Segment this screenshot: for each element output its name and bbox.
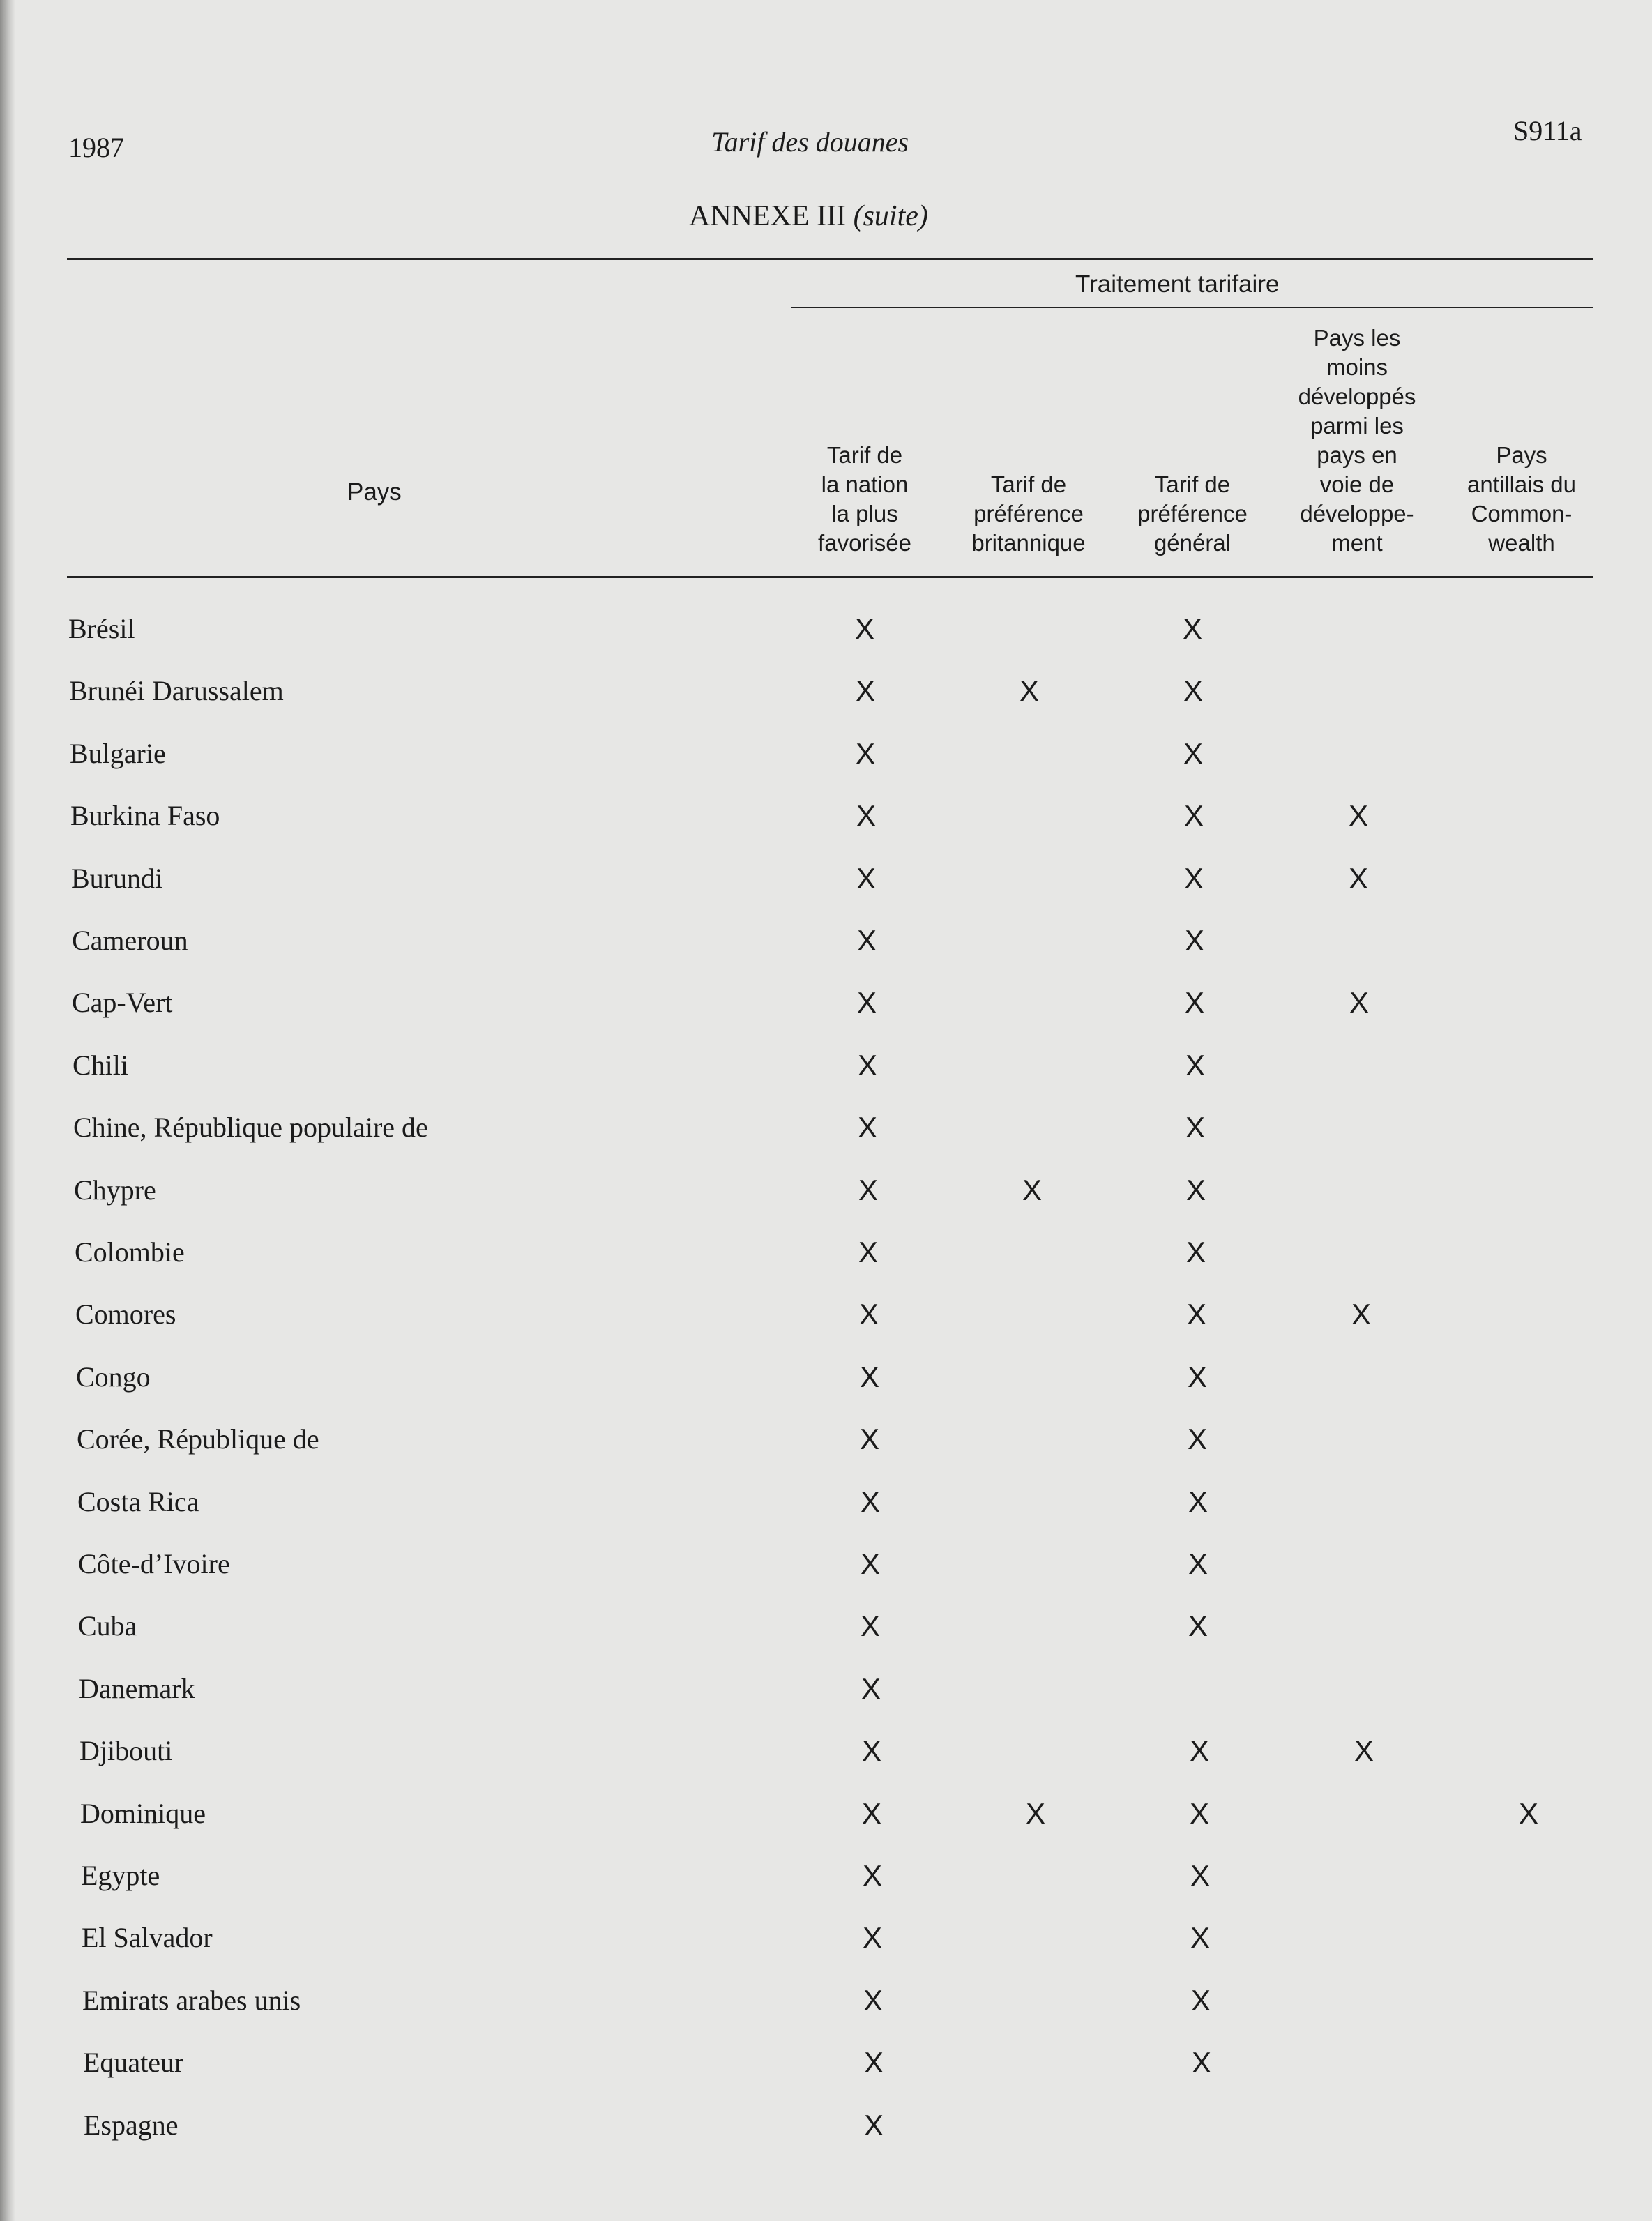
mark-tpg: X xyxy=(1184,924,1204,957)
table-row xyxy=(0,1609,1652,1651)
column-header-line: moins xyxy=(1326,354,1388,380)
column-header-pmd xyxy=(1273,324,1441,558)
mark-tnpf: X xyxy=(857,1111,877,1144)
table-row xyxy=(0,674,1652,716)
mark-tpg: X xyxy=(1189,1734,1209,1768)
mark-tnpf: X xyxy=(855,736,875,770)
table-row xyxy=(0,612,1652,654)
column-header-line: Tarif de xyxy=(1154,471,1231,497)
column-header-line: parmi les xyxy=(1310,413,1404,439)
table-row xyxy=(0,986,1652,1028)
mark-tnpf: X xyxy=(854,612,874,645)
annex-title-suffix: (suite) xyxy=(853,200,928,232)
country-name: Chine, République populaire de xyxy=(73,1112,428,1144)
country-name: Chypre xyxy=(74,1174,156,1206)
column-header-line: Tarif de xyxy=(826,442,903,468)
column-header-line: ment xyxy=(1331,530,1383,556)
mark-tpg: X xyxy=(1188,1547,1208,1580)
column-header-line: préférence xyxy=(1137,501,1248,526)
column-header-line: développe- xyxy=(1300,501,1414,526)
table-row xyxy=(0,1485,1652,1527)
mark-pmd: X xyxy=(1351,1298,1371,1331)
table-row xyxy=(0,1859,1652,1901)
mark-tpg: X xyxy=(1187,1360,1207,1393)
mark-tpg: X xyxy=(1184,986,1204,1019)
mark-tpg: X xyxy=(1185,1236,1206,1268)
table-row xyxy=(0,737,1652,779)
column-header-tpg xyxy=(1109,470,1276,558)
mark-tnpf: X xyxy=(856,986,877,1019)
mark-pmd: X xyxy=(1348,799,1368,833)
column-header-line: développés xyxy=(1298,384,1416,409)
column-header-line: favorisée xyxy=(818,530,911,556)
mark-tpg: X xyxy=(1187,1423,1207,1456)
mark-tnpf: X xyxy=(858,1173,878,1206)
header-year: 1987 xyxy=(68,132,124,163)
column-header-line: Pays les xyxy=(1313,325,1401,351)
mark-tnpf: X xyxy=(863,2046,884,2079)
column-header-line: wealth xyxy=(1488,530,1555,556)
column-header-line: la nation xyxy=(821,471,909,497)
table-row xyxy=(0,1547,1652,1589)
mark-tpg: X xyxy=(1190,1983,1211,2017)
column-header-tnpf xyxy=(781,441,948,558)
annex-title-main: ANNEXE III xyxy=(689,200,847,232)
table-row xyxy=(0,1236,1652,1278)
column-header-tpb xyxy=(945,470,1112,558)
mark-tpg: X xyxy=(1182,612,1202,645)
country-name: Dominique xyxy=(80,1797,206,1829)
column-header-line: Common- xyxy=(1471,501,1573,526)
country-name: Emirats arabes unis xyxy=(82,1984,301,2016)
column-header-line: la plus xyxy=(831,501,898,526)
mark-tpg: X xyxy=(1188,1485,1208,1518)
mark-tnpf: X xyxy=(859,1360,879,1393)
column-header-pac xyxy=(1438,441,1605,558)
table-row xyxy=(0,1049,1652,1091)
country-name: Costa Rica xyxy=(77,1485,199,1517)
table-row xyxy=(0,1984,1652,2026)
mark-tpg: X xyxy=(1188,1609,1208,1643)
table-row xyxy=(0,1672,1652,1714)
mark-tnpf: X xyxy=(860,1547,880,1580)
mark-tnpf: X xyxy=(855,674,875,708)
table-row xyxy=(0,1111,1652,1153)
group-header-traitement: Traitement tarifaire xyxy=(1075,271,1280,298)
mark-pmd: X xyxy=(1348,861,1368,895)
top-rule xyxy=(67,258,1593,260)
table-row xyxy=(0,2109,1652,2151)
country-name: Brésil xyxy=(68,613,135,644)
mark-tnpf: X xyxy=(862,1921,882,1955)
mark-pmd: X xyxy=(1349,986,1369,1019)
mark-tpg: X xyxy=(1185,1111,1205,1144)
mark-pac: X xyxy=(1518,1796,1538,1830)
table-row xyxy=(0,1734,1652,1776)
mark-tnpf: X xyxy=(860,1485,880,1518)
table-row xyxy=(0,1921,1652,1963)
mark-tpg: X xyxy=(1183,674,1203,708)
country-name: Danemark xyxy=(79,1672,195,1704)
column-header-line: Tarif de xyxy=(990,471,1067,497)
mark-tnpf: X xyxy=(858,1236,878,1268)
mark-tpg: X xyxy=(1190,1921,1210,1955)
country-name: Colombie xyxy=(75,1236,185,1268)
mark-tpg: X xyxy=(1186,1298,1206,1331)
mark-tpg: X xyxy=(1191,2046,1211,2079)
mark-tnpf: X xyxy=(856,799,876,833)
table-row xyxy=(0,1360,1652,1402)
country-name: Comores xyxy=(75,1298,176,1331)
mark-tnpf: X xyxy=(863,1983,883,2017)
country-name: Brunéi Darussalem xyxy=(69,675,284,707)
country-name: Equateur xyxy=(83,2047,184,2079)
mark-tnpf: X xyxy=(861,1672,881,1705)
country-name: Burkina Faso xyxy=(70,800,220,832)
column-header-line: pays en xyxy=(1317,442,1397,468)
table-row xyxy=(0,1423,1652,1464)
mark-tnpf: X xyxy=(858,1298,879,1331)
column-header-line: britannique xyxy=(971,530,1086,556)
mark-tnpf: X xyxy=(860,1609,880,1643)
mark-tpg: X xyxy=(1185,1048,1205,1082)
country-name: Djibouti xyxy=(79,1735,173,1767)
mark-tnpf: X xyxy=(862,1859,882,1892)
mark-tnpf: X xyxy=(863,2108,884,2142)
table-row xyxy=(0,2046,1652,2088)
mark-tnpf: X xyxy=(861,1734,881,1768)
table-row xyxy=(0,799,1652,841)
table-row xyxy=(0,924,1652,966)
mark-tnpf: X xyxy=(857,1048,877,1082)
mark-tpg: X xyxy=(1189,1796,1209,1830)
table-row xyxy=(0,1174,1652,1215)
column-header-line: voie de xyxy=(1319,471,1395,497)
country-name: Cameroun xyxy=(72,925,188,956)
table-row xyxy=(0,1298,1652,1340)
table-row xyxy=(0,862,1652,904)
country-name: El Salvador xyxy=(82,1922,213,1954)
mark-tpb: X xyxy=(1022,1173,1042,1206)
mark-tpb: X xyxy=(1025,1796,1045,1830)
country-name: Congo xyxy=(76,1360,151,1393)
column-header-pays: Pays xyxy=(347,478,402,506)
country-name: Chili xyxy=(73,1049,129,1081)
country-name: Cuba xyxy=(78,1610,137,1642)
country-name: Egypte xyxy=(81,1860,160,1891)
header-title: Tarif des douanes xyxy=(711,126,909,158)
mark-pmd: X xyxy=(1354,1734,1374,1768)
mark-tpg: X xyxy=(1185,1173,1206,1206)
annex-title xyxy=(689,199,928,233)
country-name: Corée, République de xyxy=(77,1423,319,1455)
mark-tpg: X xyxy=(1190,1859,1210,1892)
header-code: S911a xyxy=(1513,115,1582,146)
table-row xyxy=(0,1797,1652,1839)
mark-tpg: X xyxy=(1183,799,1204,833)
mark-tpg: X xyxy=(1183,736,1203,770)
country-name: Burundi xyxy=(71,862,163,894)
column-header-line: Pays xyxy=(1496,442,1547,468)
country-name: Espagne xyxy=(84,2109,179,2141)
mark-tnpf: X xyxy=(856,924,877,957)
country-name: Cap-Vert xyxy=(72,987,173,1019)
mark-tnpf: X xyxy=(859,1423,879,1456)
mark-tnpf: X xyxy=(856,861,876,895)
column-header-line: général xyxy=(1153,530,1232,556)
country-name: Côte-d’Ivoire xyxy=(78,1548,230,1579)
mark-tpb: X xyxy=(1019,674,1039,708)
column-header-line: préférence xyxy=(973,501,1084,526)
mark-tpg: X xyxy=(1183,861,1204,895)
mark-tnpf: X xyxy=(861,1796,881,1830)
country-name: Bulgarie xyxy=(70,737,166,769)
column-header-line: antillais du xyxy=(1467,471,1576,497)
header-bottom-rule xyxy=(67,576,1593,578)
group-rule xyxy=(791,307,1593,308)
